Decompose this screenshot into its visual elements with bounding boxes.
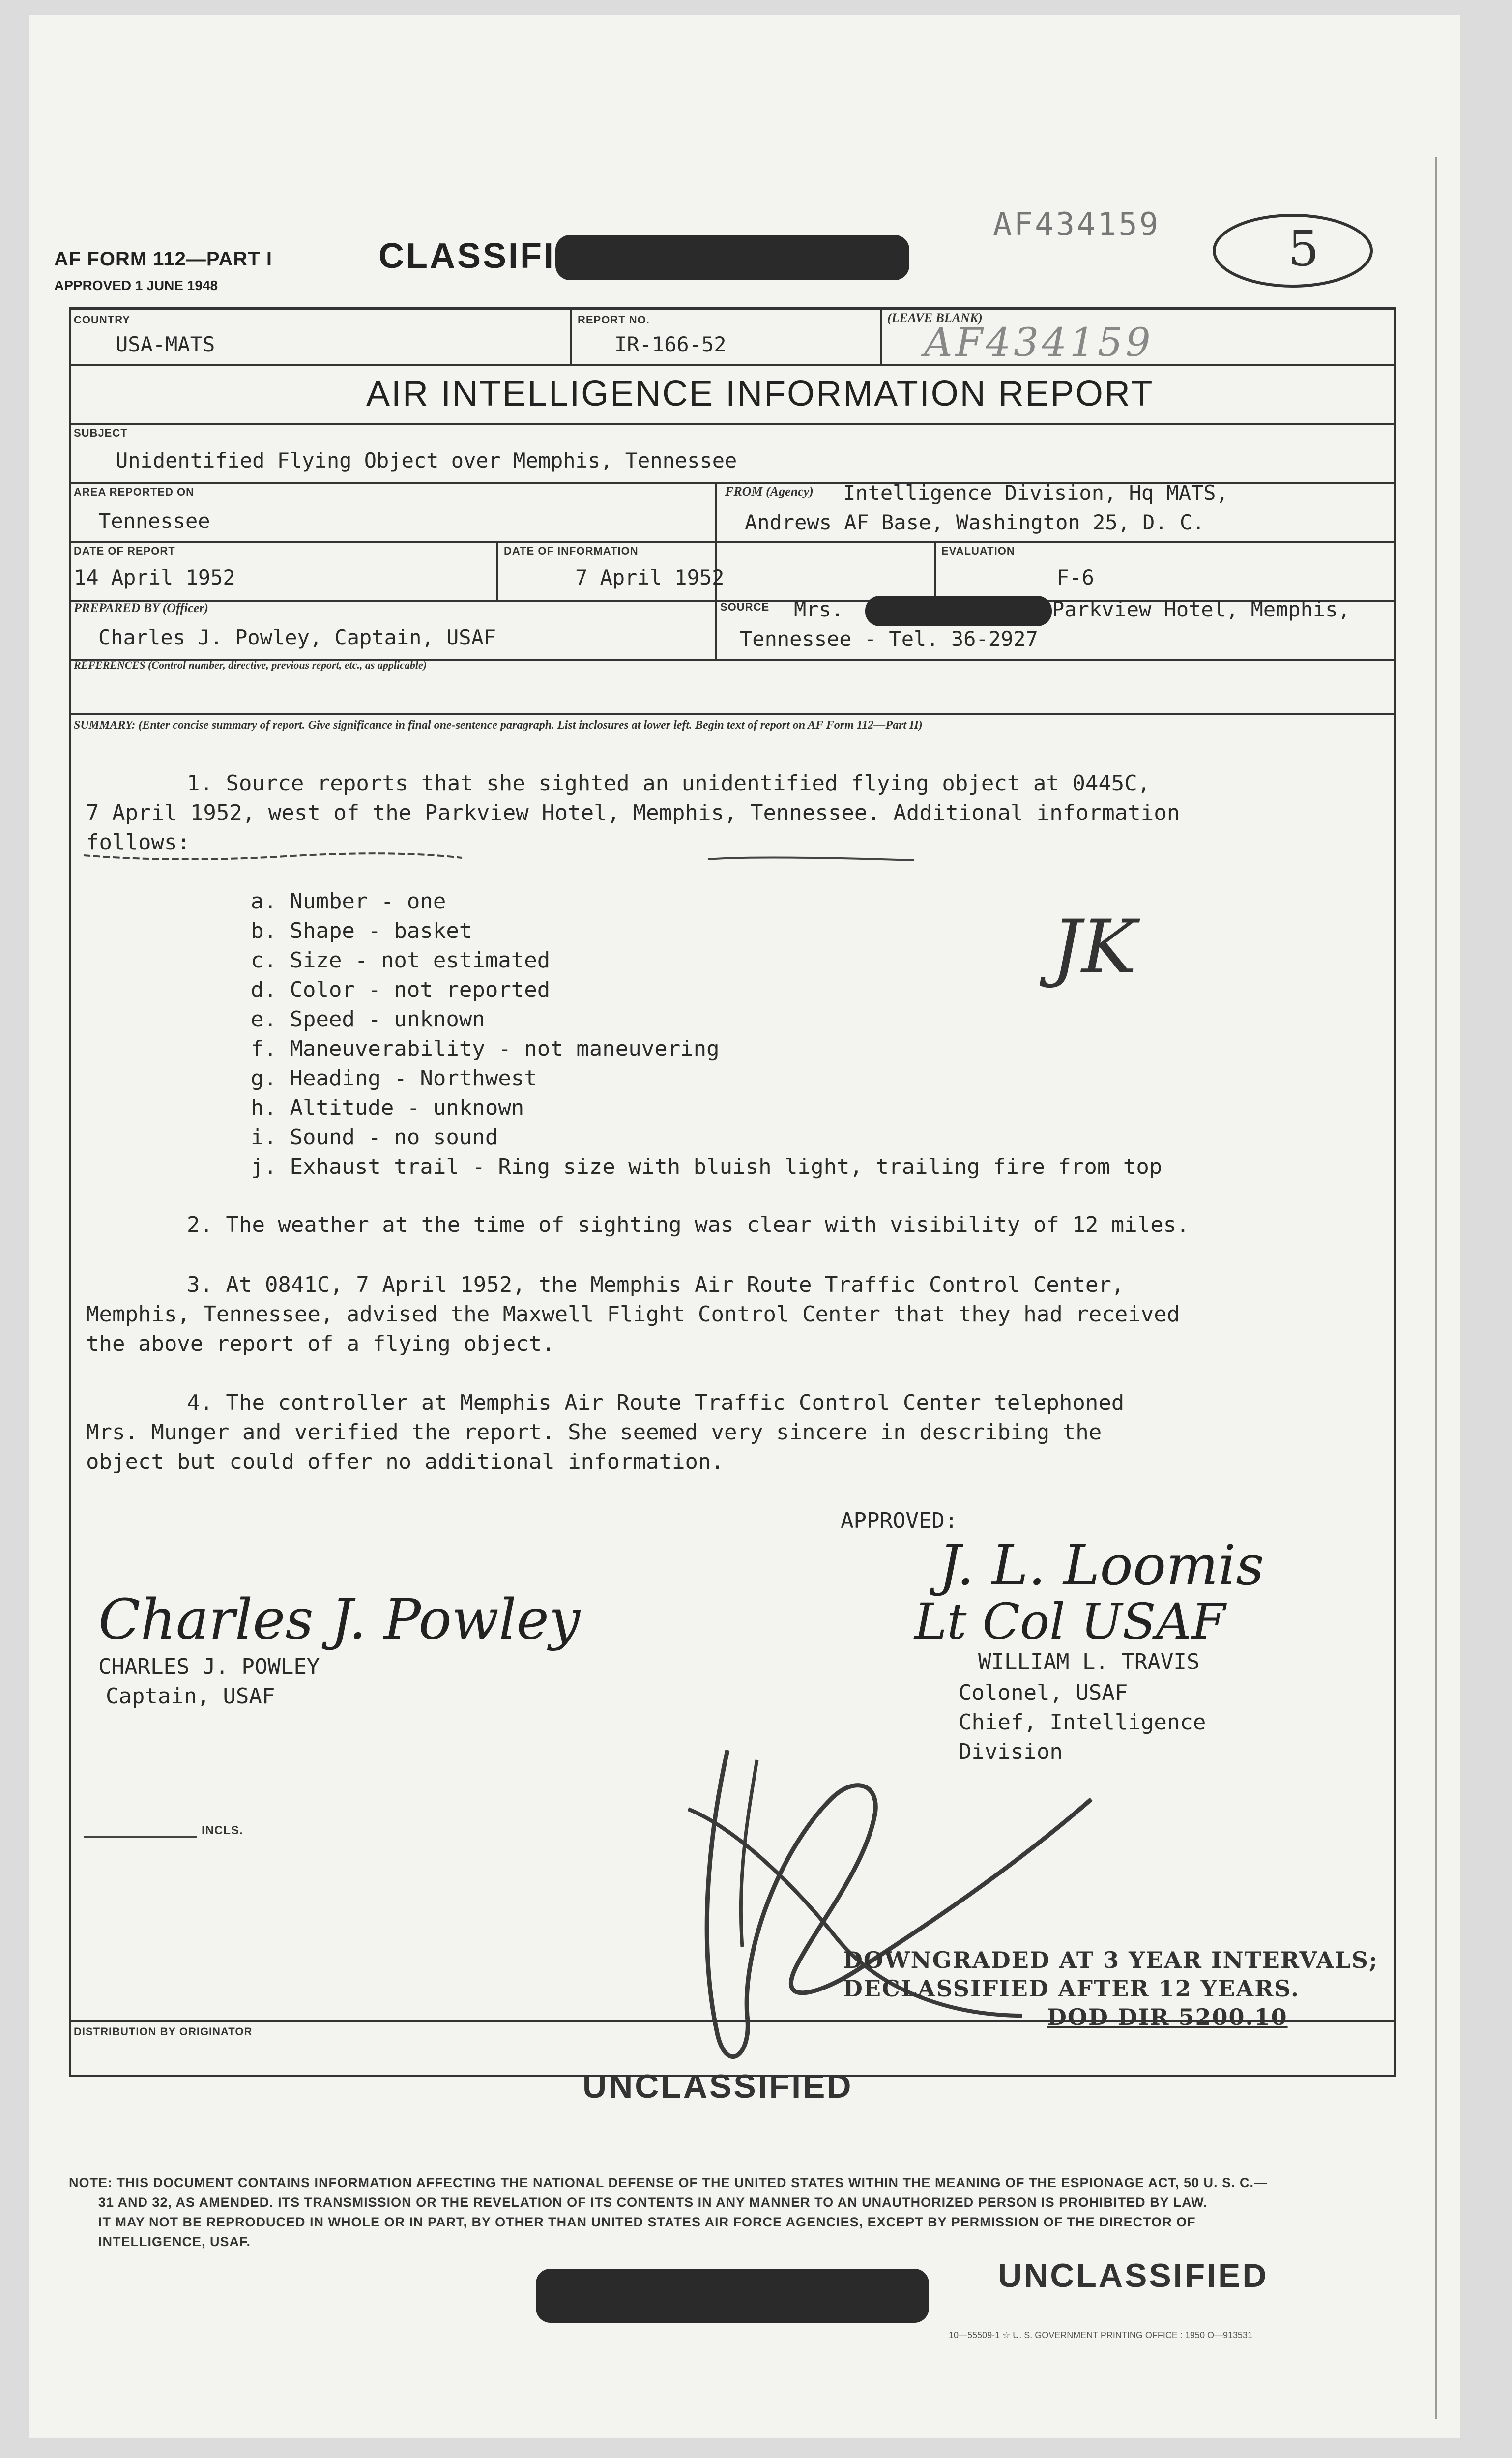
right-signer-name: WILLIAM L. TRAVIS bbox=[978, 1649, 1200, 1674]
source-line2: Tennessee - Tel. 36-2927 bbox=[740, 627, 1038, 651]
left-signer-title: Captain, USAF bbox=[106, 1684, 275, 1709]
stamp-circle bbox=[1170, 211, 1376, 295]
p1-line2: 7 April 1952, west of the Parkview Hotel, Memphis, Tennessee. Additional information bbox=[86, 800, 1180, 825]
p3-line3: the above report of a flying object. bbox=[86, 1331, 555, 1356]
report-no-label: REPORT NO. bbox=[578, 314, 650, 326]
note-line2: 31 AND 32, AS AMENDED. ITS TRANSMISSION OR THE REVELATION OF ITS CONTENTS IN ANY MANNER TO AN UNAUTHORIZED PERSON IS PROHIBITED BY LAW. bbox=[98, 2195, 1208, 2210]
references-label: REFERENCES (Control number, directive, previous report, etc., as applicable) bbox=[74, 659, 427, 671]
item-g: g. Heading - Northwest bbox=[251, 1066, 537, 1091]
redaction-bar-bottom bbox=[536, 2269, 929, 2323]
p2-line1: 2. The weather at the time of sighting was clear with visibility of 12 miles. bbox=[187, 1212, 1190, 1237]
approved-date: APPROVED 1 JUNE 1948 bbox=[54, 278, 218, 293]
note-line4: INTELLIGENCE, USAF. bbox=[98, 2234, 251, 2249]
left-signature: Charles J. Powley bbox=[98, 1588, 581, 1652]
margin-initials: JK bbox=[1052, 905, 1137, 990]
handwritten-scribble bbox=[669, 1740, 1111, 2084]
area-value: Tennessee bbox=[98, 509, 210, 533]
subject-value: Unidentified Flying Object over Memphis, Tennessee bbox=[116, 448, 737, 472]
item-a: a. Number - one bbox=[251, 889, 446, 914]
right-signature-2: Lt Col USAF bbox=[914, 1593, 1226, 1650]
right-signature-1: J. L. Loomis bbox=[939, 1534, 1264, 1598]
p3-line2: Memphis, Tennessee, advised the Maxwell Flight Control Center that they had received bbox=[86, 1302, 1180, 1327]
from-line2: Andrews AF Base, Washington 25, D. C. bbox=[745, 510, 1205, 534]
received-stamp-number: AF434159 bbox=[993, 206, 1161, 243]
approved-label: APPROVED: bbox=[841, 1508, 958, 1533]
note-line3: IT MAY NOT BE REPRODUCED IN WHOLE OR IN PART, BY OTHER THAN UNITED STATES AIR FORCE AGENCIES, EXCEPT BY PERMISSION OF THE DIRECTOR OF bbox=[98, 2215, 1196, 2229]
date-info-label: DATE OF INFORMATION bbox=[504, 545, 639, 557]
prepared-by-value: Charles J. Powley, Captain, USAF bbox=[98, 625, 496, 649]
p1-line1: 1. Source reports that she sighted an unidentified flying object at 0445C, bbox=[187, 771, 1151, 796]
stamp-circle-number: 5 bbox=[1288, 220, 1319, 277]
report-title: AIR INTELLIGENCE INFORMATION REPORT bbox=[366, 374, 1154, 413]
item-i: i. Sound - no sound bbox=[251, 1125, 498, 1150]
subject-label: SUBJECT bbox=[74, 427, 128, 439]
p4-line3: object but could offer no additional information. bbox=[86, 1449, 725, 1474]
item-e: e. Speed - unknown bbox=[251, 1007, 485, 1032]
source-line1: Parkview Hotel, Memphis, bbox=[1052, 597, 1350, 621]
summary-label: SUMMARY: (Enter concise summary of report. Give significance in final one-sentence paragraph. List inclosures at lower left. Begin text of report on AF Form 112—Part II) bbox=[74, 719, 923, 732]
p4-line2: Mrs. Munger and verified the report. She seemed very sincere in describing the bbox=[86, 1420, 1102, 1445]
from-line1: Intelligence Division, Hq MATS, bbox=[843, 481, 1228, 505]
prepared-by-label: PREPARED BY (Officer) bbox=[74, 601, 208, 615]
left-signer-name: CHARLES J. POWLEY bbox=[98, 1654, 320, 1679]
gpo-imprint: 10—55509-1 ☆ U. S. GOVERNMENT PRINTING OFFICE : 1950 O—913531 bbox=[949, 2330, 1253, 2340]
item-c: c. Size - not estimated bbox=[251, 948, 551, 973]
source-label: SOURCE bbox=[720, 601, 770, 613]
area-label: AREA REPORTED ON bbox=[74, 486, 194, 498]
date-report-label: DATE OF REPORT bbox=[74, 545, 175, 557]
evaluation-value: F-6 bbox=[1057, 565, 1094, 589]
downgrade-line1: DOWNGRADED AT 3 YEAR INTERVALS; bbox=[843, 1947, 1378, 1973]
item-f: f. Maneuverability - not maneuvering bbox=[251, 1036, 720, 1061]
report-no-value: IR-166-52 bbox=[614, 332, 727, 356]
unclassified-footer-mid: UNCLASSIFIED bbox=[582, 2068, 853, 2105]
item-h: h. Altitude - unknown bbox=[251, 1095, 524, 1120]
redaction-bar-header bbox=[555, 235, 909, 280]
downgrade-line3: DOD DIR 5200.10 bbox=[1047, 2004, 1288, 2030]
p3-line1: 3. At 0841C, 7 April 1952, the Memphis Air Route Traffic Control Center, bbox=[187, 1272, 1125, 1297]
item-d: d. Color - not reported bbox=[251, 977, 551, 1002]
leave-blank-label: (LEAVE BLANK) bbox=[887, 311, 983, 325]
right-signer-title-2: Chief, Intelligence bbox=[959, 1710, 1206, 1735]
country-value: USA-MATS bbox=[116, 332, 215, 356]
p1-line3: follows: bbox=[86, 830, 190, 855]
item-j: j. Exhaust trail - Ring size with bluish light, trailing fire from top bbox=[251, 1154, 1163, 1179]
leave-blank-stamp: AF434159 bbox=[924, 320, 1154, 365]
distribution-label: DISTRIBUTION BY ORIGINATOR bbox=[74, 2025, 253, 2038]
date-info-value: 7 April 1952 bbox=[575, 565, 725, 589]
source-prefix: Mrs. bbox=[794, 597, 844, 621]
redaction-bar-source bbox=[865, 596, 1052, 626]
form-id: AF FORM 112—PART I bbox=[54, 248, 272, 270]
page-edge-shadow bbox=[1435, 157, 1437, 2419]
unclassified-footer-bottom: UNCLASSIFIED bbox=[998, 2257, 1269, 2294]
classification-header: CLASSIFI bbox=[378, 236, 556, 276]
evaluation-label: EVALUATION bbox=[941, 545, 1015, 557]
note-line1: NOTE: THIS DOCUMENT CONTAINS INFORMATION AFFECTING THE NATIONAL DEFENSE OF THE UNITED STATES WITHIN THE MEANING OF THE ESPIONAGE ACT, 50 U. S. C.— bbox=[69, 2175, 1268, 2190]
incls-label: INCLS. bbox=[202, 1824, 243, 1837]
p4-line1: 4. The controller at Memphis Air Route Traffic Control Center telephoned bbox=[187, 1390, 1125, 1415]
underline-scribble bbox=[79, 846, 767, 865]
item-b: b. Shape - basket bbox=[251, 918, 472, 943]
right-signer-title-3: Division bbox=[959, 1739, 1063, 1764]
downgrade-line2: DECLASSIFIED AFTER 12 YEARS. bbox=[843, 1975, 1300, 2002]
right-signer-title-1: Colonel, USAF bbox=[959, 1680, 1128, 1705]
date-report-value: 14 April 1952 bbox=[74, 565, 235, 589]
country-label: COUNTRY bbox=[74, 314, 130, 326]
from-label: FROM (Agency) bbox=[725, 484, 814, 498]
